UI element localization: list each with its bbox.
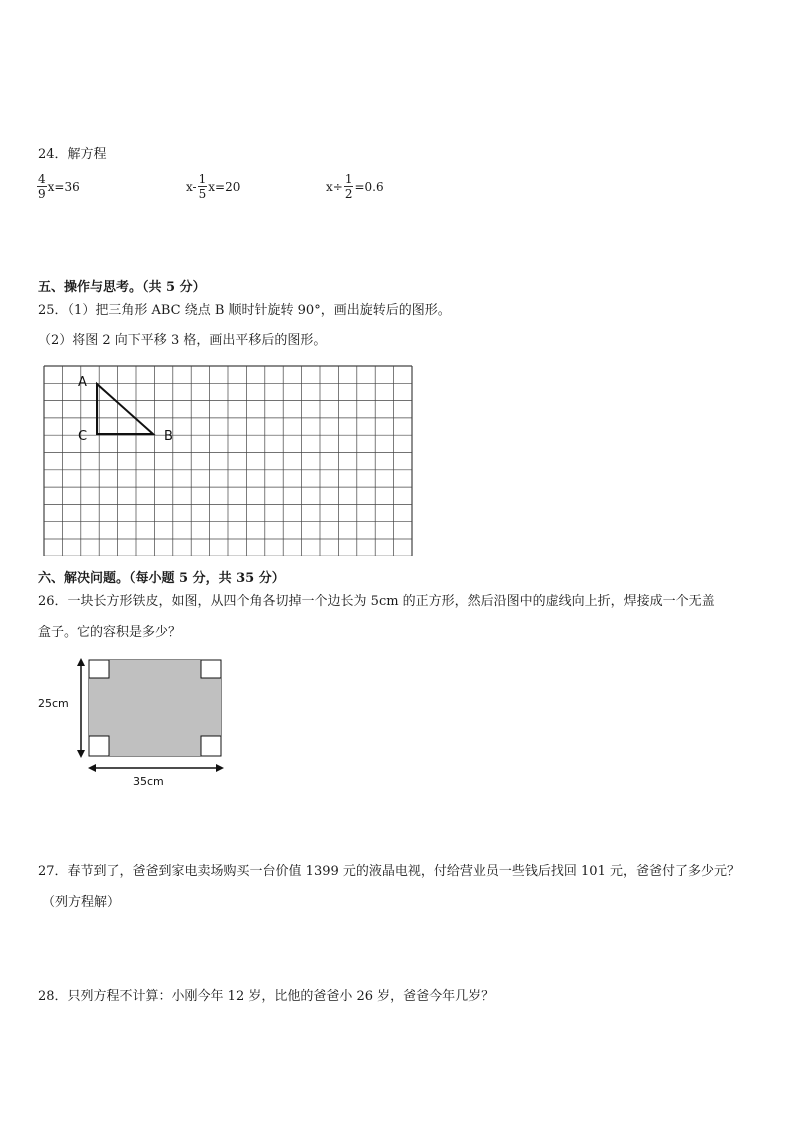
triangle-abc	[97, 384, 153, 434]
fraction	[37, 172, 47, 201]
arrow-head-left	[88, 764, 96, 772]
q26-line-2: 盒子。它的容积是多少？	[38, 625, 182, 640]
metal-sheet-figure	[34, 654, 234, 790]
section-6-title: 六、解决问题。（每小题 5 分，共 35 分）	[38, 571, 285, 586]
label-b: B	[164, 429, 173, 444]
corner-square	[89, 660, 109, 678]
q24-title: 24．解方程	[38, 147, 107, 162]
q27-line-2: （列方程解）	[42, 895, 121, 910]
grid-figure	[40, 362, 420, 556]
grid-lines	[44, 366, 412, 556]
fraction-numerator: 1	[344, 172, 353, 186]
q25-line-1: 25．（1）把三角形 ABC 绕点 B 顺时针旋转 90°，画出旋转后的图形。	[38, 303, 451, 318]
fraction-denominator: 5	[198, 187, 207, 201]
fraction-denominator: 2	[344, 187, 353, 201]
q24-equation-1	[36, 172, 80, 201]
corner-square	[201, 736, 221, 756]
arrow-head-up	[77, 658, 85, 666]
q25-line-2: （2）将图 2 向下平移 3 格，画出平移后的图形。	[38, 333, 327, 348]
equation-rest: =0.6	[354, 179, 384, 194]
arrow-head-down	[77, 750, 85, 758]
fraction	[344, 172, 354, 201]
label-a: A	[78, 375, 87, 390]
label-c: C	[78, 429, 88, 444]
fraction-numerator: 1	[198, 172, 207, 186]
sheet-base-fill	[109, 660, 201, 756]
q24-equation-3	[326, 172, 384, 201]
corner-square	[89, 736, 109, 756]
arrow-head-right	[216, 764, 224, 772]
q26-line-1: 26．一块长方形铁皮，如图，从四个角各切掉一个边长为 5cm 的正方形，然后沿图中的虚线向上折，焊接成一个无盖	[38, 594, 715, 609]
q27-line-1: 27．春节到了，爸爸到家电卖场购买一台价值 1399 元的液晶电视，付给营业员一些钱后找回 101 元，爸爸付了多少元？	[38, 864, 740, 879]
height-label: 25cm	[38, 697, 69, 710]
q28-line-1: 28．只列方程不计算：小刚今年 12 岁，比他的爸爸小 26 岁，爸爸今年几岁？	[38, 989, 495, 1004]
equation-prefix: x-	[186, 179, 197, 194]
equation-rest: x=20	[208, 179, 241, 194]
fraction-numerator: 4	[38, 172, 46, 186]
section-5-title: 五、操作与思考。（共 5 分）	[38, 280, 206, 295]
q24-equation-2	[186, 172, 240, 201]
corner-square	[201, 660, 221, 678]
width-label: 35cm	[133, 775, 164, 788]
fraction-denominator: 9	[38, 187, 46, 201]
equation-rest: x=36	[47, 179, 80, 194]
equation-prefix: x÷	[326, 179, 343, 194]
fraction	[198, 172, 208, 201]
